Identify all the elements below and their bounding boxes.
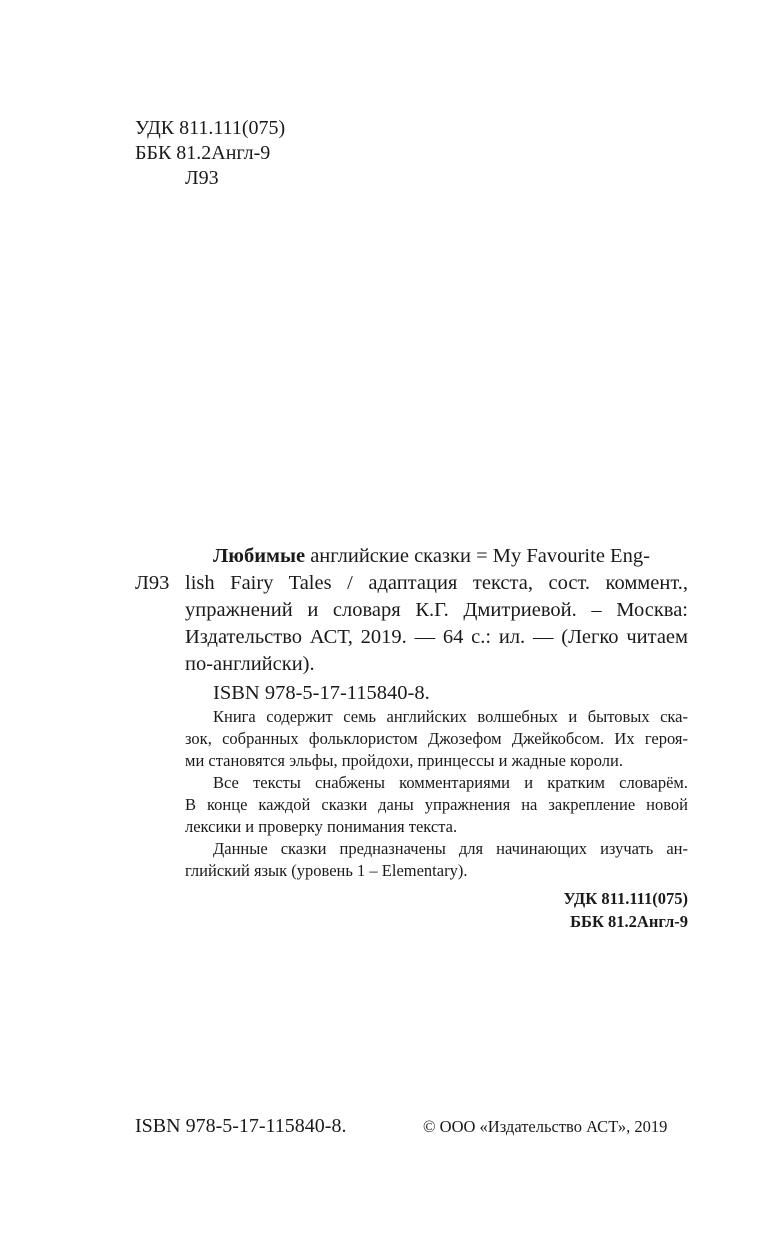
classification-udk: УДК 811.111(075) — [563, 889, 688, 908]
author-mark: Л93 — [185, 167, 219, 189]
annotation-line-6: лексики и проверку понимания текста. — [185, 817, 458, 836]
udk-code: УДК 811.111(075) — [135, 117, 286, 139]
catalog-isbn: ISBN 978-5-17-115840-8. — [213, 682, 430, 704]
annotation-line-7: Данные сказки предназначены для начинающих изучать ан- — [213, 839, 688, 858]
catalog-side-mark: Л93 — [135, 572, 170, 594]
catalog-line-3: упражнений и словаря К.Г. Дмитриевой. – Москва: — [185, 599, 688, 621]
footer-isbn: ISBN 978-5-17-115840-8. — [135, 1115, 347, 1137]
bbk-code: ББК 81.2Англ-9 — [135, 142, 271, 164]
footer-copyright: © ООО «Издательство АСТ», 2019 — [423, 1117, 668, 1136]
catalog-line-1 — [213, 546, 688, 567]
annotation-line-8: глийский язык (уровень 1 – Elementary). — [185, 861, 468, 880]
annotation-line-4: Все тексты снабжены комментариями и кратким словарём. — [213, 773, 688, 792]
annotation-line-3: ми становятся эльфы, пройдохи, принцессы и жадные короли. — [185, 751, 623, 770]
annotation-line-5: В конце каждой сказки даны упражнения на закрепление новой — [185, 795, 688, 814]
catalog-title-bold: Любимые — [213, 545, 306, 567]
annotation-line-1: Книга содержит семь английских волшебных и бытовых ска- — [213, 707, 688, 726]
catalog-title-rest: английские сказки = My Favourite Eng- — [310, 545, 650, 567]
catalog-line-2: lish Fairy Tales / адаптация текста, сост. коммент., — [185, 572, 688, 594]
catalog-line-5: по-английски). — [185, 653, 315, 675]
annotation-line-2: зок, собранных фольклористом Джозефом Джейкобсом. Их героя- — [185, 729, 688, 748]
classification-bbk: ББК 81.2Англ-9 — [570, 912, 688, 931]
catalog-line-4: Издательство АСТ, 2019. — 64 с.: ил. — (Легко читаем — [185, 626, 688, 648]
